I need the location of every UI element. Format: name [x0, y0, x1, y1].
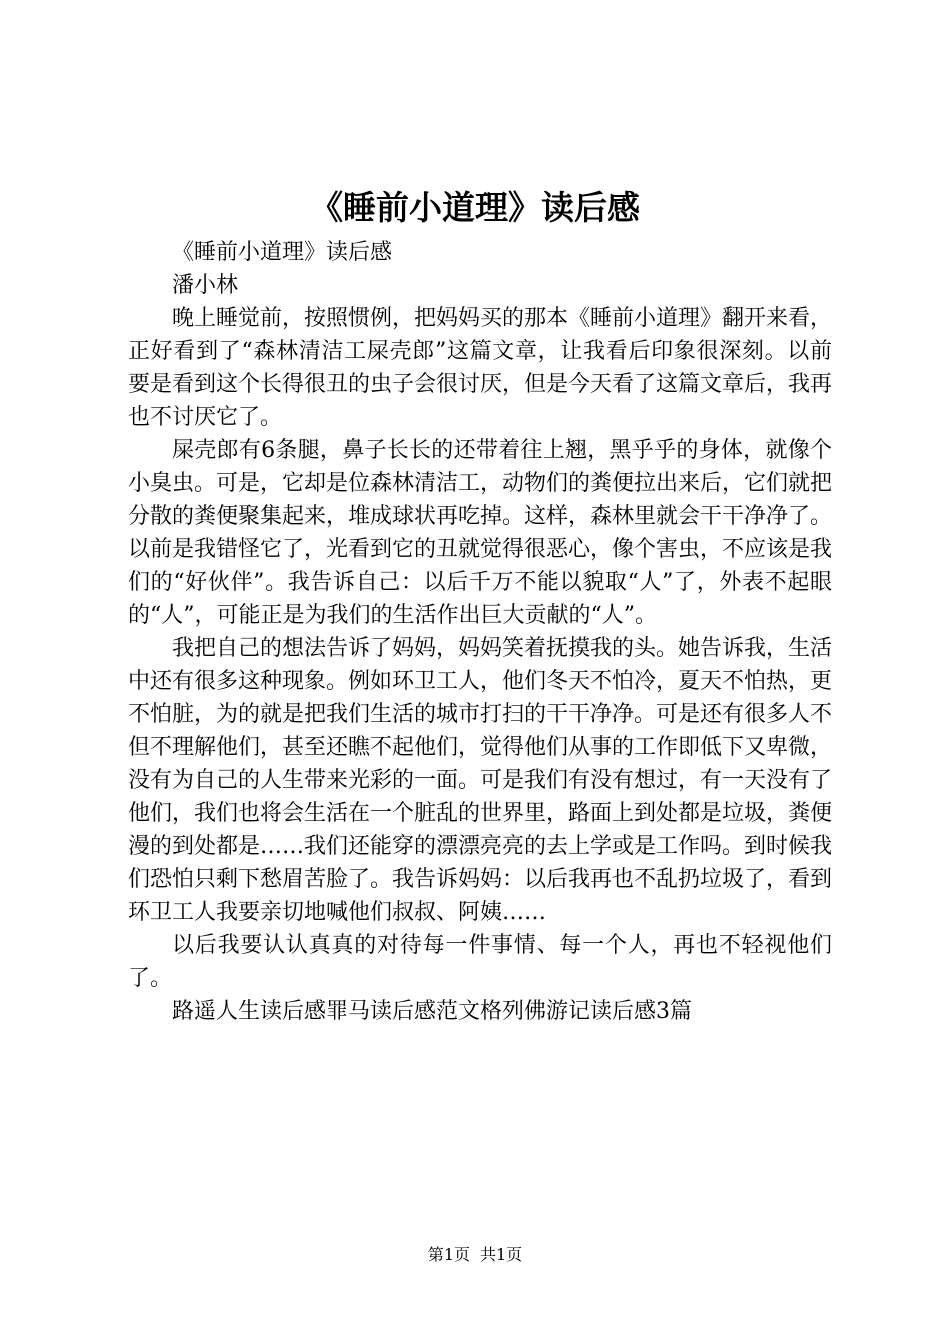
page-title: 《睡前小道理》读后感 [310, 188, 640, 227]
related-links-paragraph: 路遥人生读后感罪马读后感范文格列佛游记读后感3篇 [172, 999, 692, 1024]
body-paragraph-3: 我把自己的想法告诉了妈妈，妈妈笑着抚摸我的头。她告诉我，生活中还有很多这种现象。例如环卫工人，他们冬天不怕冷，夏天不怕热，更不怕脏，为的就是把我们生活的城市打扫的干干净净。可是还有很多人不但不理解他们，甚至还瞧不起他们，觉得他们从事的工作即低下又卑微，没有为自己的人生带来光彩的一面。可是我们有没有想过，有一天没有了他们，我们也将会生活在一个脏乱的世界里，路面上到处都是垃圾，粪便漫的到处都是……我们还能穿的漂漂亮亮的去上学或是工作吗。到时候我们恐怕只剩下愁眉苦脸了。我告诉妈妈：以后我再也不乱扔垃圾了，看到环卫工人我要亲切地喊他们叔叔、阿姨…… [128, 636, 833, 925]
subtitle-paragraph: 《睡前小道理》读后感 [172, 240, 393, 265]
page-footer [0, 1244, 950, 1266]
page-number-total: 共1页 [480, 1245, 523, 1264]
body-paragraph-2: 屎壳郎有6条腿，鼻子长长的还带着往上翘，黑乎乎的身体，就像个小臭虫。可是，它却是位森林清洁工，动物们的粪便拉出来后，它们就把分散的粪便聚集起来，堆成球状再吃掉。这样，森林里就会干干净净了。以前是我错怪它了，光看到它的丑就觉得很恶心，像个害虫，不应该是我们的“好伙伴”。我告诉自己：以后千万不能以貌取“人”了，外表不起眼的“人”，可能正是为我们的生活作出巨大贡献的“人”。 [128, 438, 833, 628]
author-paragraph: 潘小林 [172, 273, 239, 298]
body-paragraph-1: 晚上睡觉前，按照惯例，把妈妈买的那本《睡前小道理》翻开来看，正好看到了“森林清洁工屎壳郎”这篇文章，让我看后印象很深刻。以前要是看到这个长得很丑的虫子会很讨厌，但是今天看了这篇文章后，我再也不讨厌它了。 [128, 306, 833, 430]
page-number-current: 第1页 [427, 1245, 470, 1264]
body-paragraph-4: 以后我要认认真真的对待每一件事情、每一个人，再也不轻视他们了。 [128, 933, 832, 991]
document-body [128, 236, 832, 1028]
